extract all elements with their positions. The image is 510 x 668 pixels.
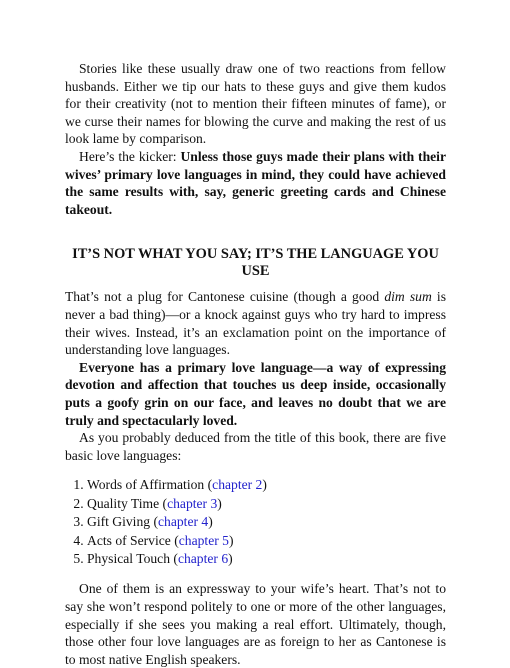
list-item-label: Quality Time xyxy=(87,495,160,511)
chapter-link[interactable]: chapter 2 xyxy=(212,477,263,493)
list-item: 3. Gift Giving (chapter 4) xyxy=(87,513,446,531)
chapter-link[interactable]: chapter 5 xyxy=(178,532,229,548)
cantonese-text-b: is never a bad thing)—or a knock against guys who try hard to impress their wives. Instead, it’s an exclamation point on the importance of understanding love languages. xyxy=(65,289,446,358)
chapter-link[interactable]: chapter 3 xyxy=(167,495,218,511)
list-item-label: Physical Touch xyxy=(87,550,170,566)
chapter-link[interactable]: chapter 6 xyxy=(177,550,229,566)
list-item-label: Words of Affirmation xyxy=(87,477,205,493)
chapter-link[interactable]: chapter 4 xyxy=(158,514,209,530)
paragraph-primary-love-language: Everyone has a primary love language—a way of expressing devotion and affection that touches us deep inside, occasionally puts a goofy grin on our face, and leaves no doubt that we are truly and spectacularly loved. xyxy=(65,359,446,428)
list-item: 1. Words of Affirmation (chapter 2) xyxy=(87,476,446,494)
paragraph-expressway: One of them is an expressway to your wife’s heart. That’s not to say she won’t respond politely to one or more of the other languages, especially if she sees you making a real effort. Ultimately, though, those other four love languages are as foreign to her as Cantonese is to most native English speakers. xyxy=(65,581,446,667)
list-item: 2. Quality Time (chapter 3) xyxy=(87,495,446,513)
paragraph-stories: Stories like these usually draw one of two reactions from fellow husbands. Either we tip our hats to these guys and give them kudos for their creativity (not to mention their fifteen minutes of fame), or we curse their names for blowing the curve and making the rest of us look lame by comparison. xyxy=(65,61,446,147)
list-item-label: Gift Giving xyxy=(87,514,151,530)
cantonese-text-a: That’s not a plug for Cantonese cuisine (though a good xyxy=(65,289,385,305)
list-item: 4. Acts of Service (chapter 5) xyxy=(87,532,446,550)
list-item-label: Acts of Service xyxy=(87,532,171,548)
section-heading: IT’S NOT WHAT YOU SAY; IT’S THE LANGUAGE YOU USE xyxy=(72,246,439,280)
document-page xyxy=(65,60,446,668)
paragraph-kicker xyxy=(65,148,446,218)
kicker-lead: Here’s the kicker: xyxy=(79,148,181,164)
dim-sum-emphasis: dim sum xyxy=(384,289,432,305)
paragraph-five-languages: As you probably deduced from the title of this book, there are five basic love languages: xyxy=(65,430,446,463)
paragraph-cantonese xyxy=(65,288,446,358)
love-languages-list xyxy=(65,476,446,568)
list-item: 5. Physical Touch (chapter 6) xyxy=(87,550,446,568)
kicker-bold: Unless those guys made their plans with their wives’ primary love languages in mind, they could have achieved the same results with, say, generic greeting cards and Chinese takeout. xyxy=(65,148,446,217)
